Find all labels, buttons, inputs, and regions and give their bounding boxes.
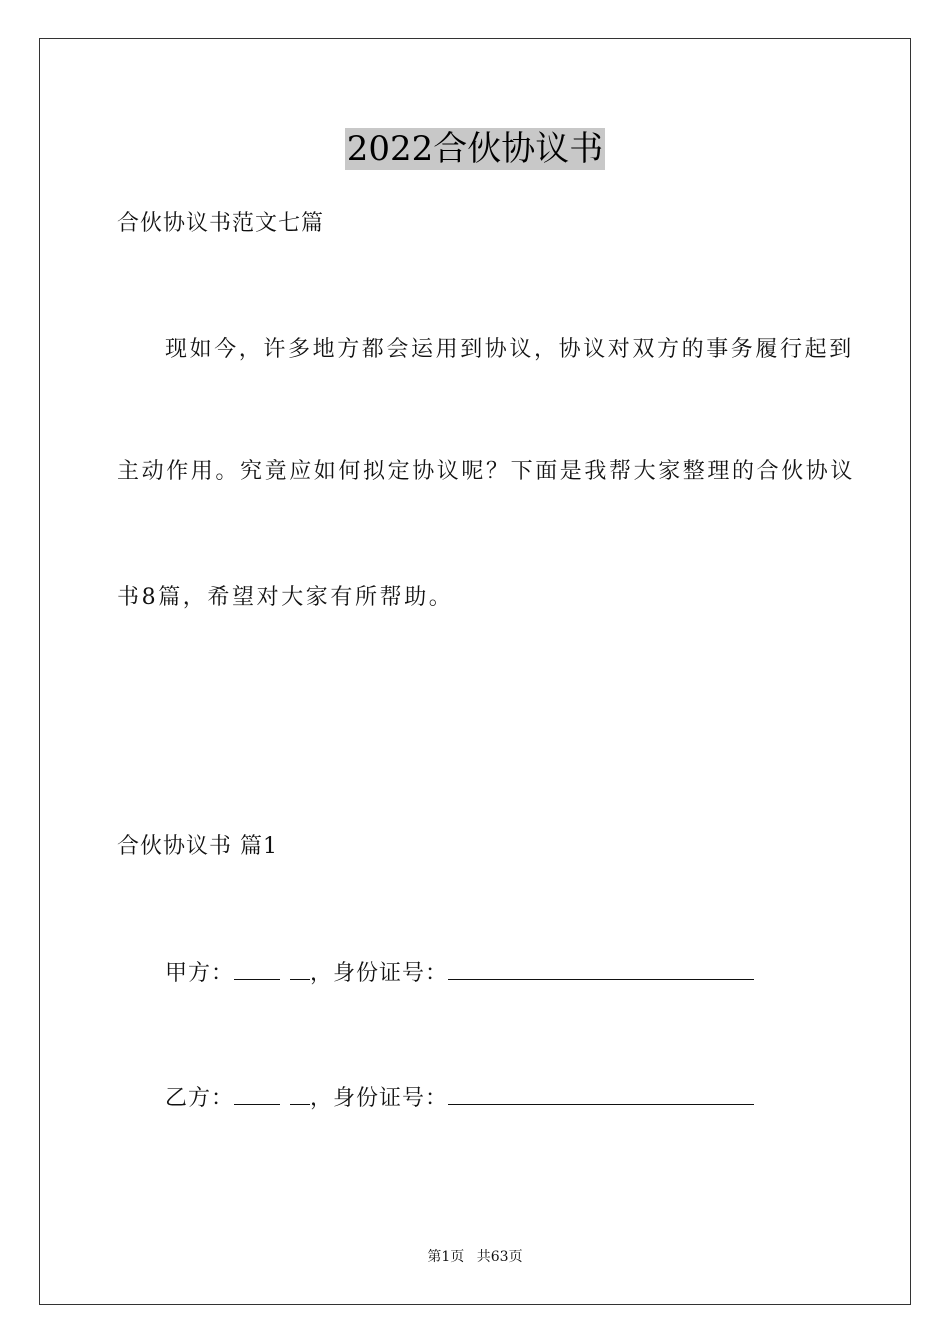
document-title: 2022合伙协议书 [346, 129, 604, 169]
party-a-label: 甲方： [165, 961, 235, 986]
section-heading: 合伙协议书 篇1 [117, 834, 278, 859]
page-number: 第1页 [427, 1249, 465, 1265]
party-b-name-blank-2[interactable] [290, 1082, 310, 1105]
party-a-id-blank[interactable] [448, 957, 754, 980]
party-a-id-label: 身份证号： [333, 961, 449, 986]
intro-paragraph-line-3: 书8篇，希望对大家有所帮助。 [117, 585, 454, 610]
party-b-label: 乙方： [165, 1086, 235, 1111]
document-subtitle: 合伙协议书范文七篇 [117, 211, 325, 236]
intro-paragraph-line-1: 现如今，许多地方都会运用到协议，协议对双方的事务履行起到 [165, 337, 854, 362]
party-b-separator: ， [310, 1086, 334, 1111]
party-a-name-blank[interactable] [234, 957, 280, 980]
party-a-name-blank-2[interactable] [290, 957, 310, 980]
party-a-separator: ， [310, 961, 334, 986]
party-b-id-blank[interactable] [448, 1082, 754, 1105]
party-b-line [165, 1082, 754, 1114]
total-pages: 共63页 [476, 1249, 523, 1265]
party-b-name-blank[interactable] [234, 1082, 280, 1105]
party-b-id-label: 身份证号： [333, 1086, 449, 1111]
page-footer [0, 1247, 950, 1267]
intro-paragraph-line-2: 主动作用。究竟应如何拟定协议呢？下面是我帮大家整理的合伙协议 [117, 459, 856, 484]
title-container [0, 128, 950, 170]
party-a-line [165, 957, 754, 989]
